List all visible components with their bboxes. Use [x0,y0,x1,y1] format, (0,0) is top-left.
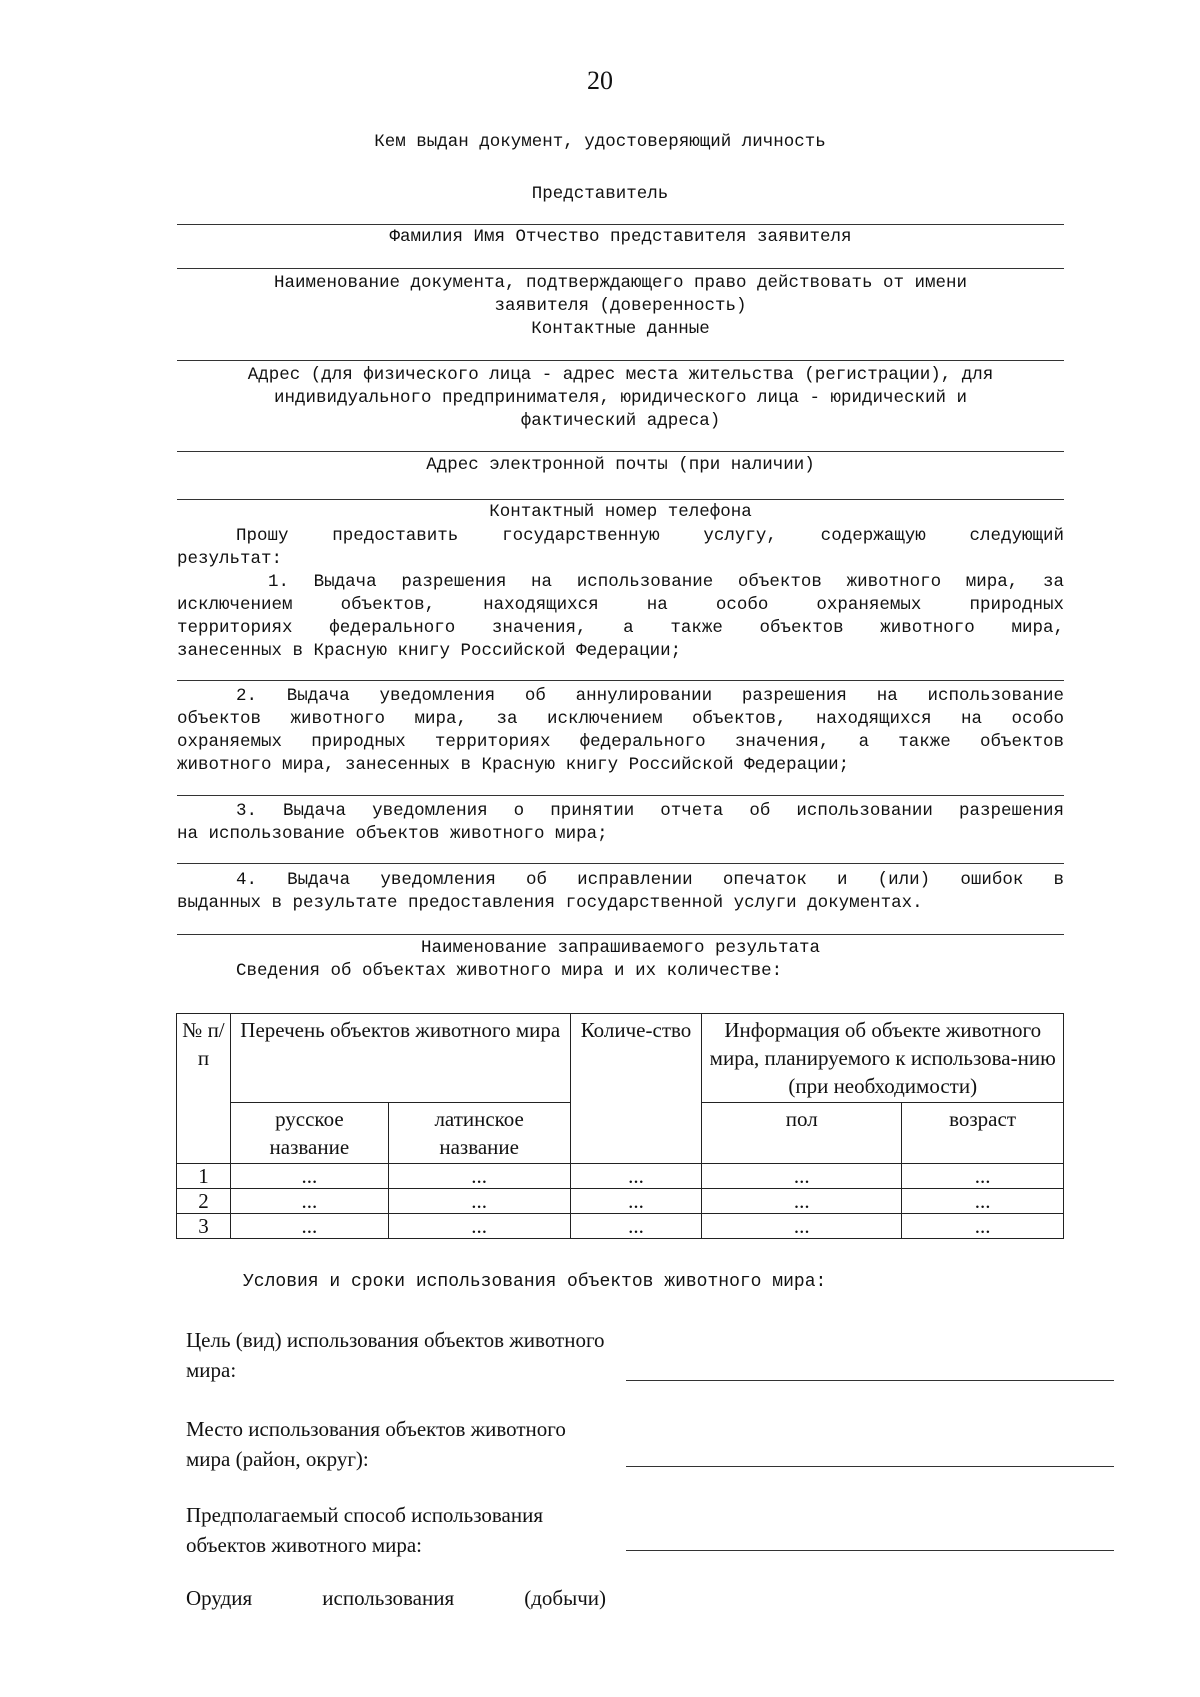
request-line-1: Прошу предоставить государственную услугу, содержащую следующий [236,526,1064,546]
table-row [177,1164,1064,1189]
item2-separator [177,795,1064,796]
col-list-header: Перечень объектов животного мира [230,1014,570,1103]
email-caption: Адрес электронной почты (при наличии) [426,455,815,475]
result-name-line[interactable] [177,934,1064,935]
item4-line-2: выданных в результате предоставления государственной услуги документах. [177,893,923,913]
animals-table [176,1013,1064,1239]
item1-line-3: территориях федерального значения, а также объектов животного мира, [177,618,1064,638]
item2-line-4: животного мира, занесенных в Красную книгу Российской Федерации; [177,755,850,775]
address-line-1: Адрес (для физического лица - адрес места жительства (регистрации), для [247,365,994,385]
contacts-heading: Контактные данные [531,319,710,339]
col-quantity-header: Количе-ство [570,1014,702,1164]
item1-line-1: 1. Выдача разрешения на использование объектов животного мира, за [268,572,1064,592]
request-line-2: результат: [177,549,283,569]
result-name-caption: Наименование запрашиваемого результата [420,938,821,958]
purpose-label: Цель (вид) использования объектов животного мира: [186,1328,605,1382]
address-line[interactable] [177,360,1064,361]
col-latin-name-header: латинское название [388,1103,570,1164]
russian-name-cell[interactable]: ... [230,1164,388,1189]
age-cell[interactable]: ... [902,1189,1064,1214]
item3-line-2: на использование объектов животного мира; [177,824,608,844]
latin-name-cell[interactable]: ... [388,1214,570,1239]
conditions-heading: Условия и сроки использования объектов животного мира: [243,1272,827,1292]
col-russian-name-header: русское название [230,1103,388,1164]
item3-separator [177,863,1064,864]
rep-doc-line[interactable] [177,268,1064,269]
item2-line-3: охраняемых природных территориях федерального значения, а также объектов [177,732,1064,752]
latin-name-cell[interactable]: ... [388,1164,570,1189]
item2-line-1: 2. Выдача уведомления об аннулировании разрешения на использование [236,686,1064,706]
place-field[interactable] [626,1466,1114,1467]
latin-name-cell[interactable]: ... [388,1189,570,1214]
method-label: Предполагаемый способ использования объектов животного мира: [186,1503,543,1557]
rep-name-caption: Фамилия Имя Отчество представителя заявителя [389,227,852,247]
russian-name-cell[interactable]: ... [230,1214,388,1239]
col-sex-header: пол [702,1103,902,1164]
quantity-cell[interactable]: ... [570,1214,702,1239]
page-number: 20 [587,66,613,95]
rep-name-line[interactable] [177,224,1064,225]
email-line[interactable] [177,451,1064,452]
col-info-header: Информация об объекте животного мира, планируемого к использова-нию (при необходимости) [702,1014,1064,1103]
sex-cell[interactable]: ... [702,1164,902,1189]
item1-line-4: занесенных в Красную книгу Российской Федерации; [177,641,682,661]
rep-doc-line-1: Наименование документа, подтверждающего право действовать от имени [273,273,968,293]
address-caption [177,364,1064,433]
item1-separator [177,680,1064,681]
age-cell[interactable]: ... [902,1164,1064,1189]
place-label: Место использования объектов животного мира (район, округ): [186,1417,566,1471]
col-number-header: № п/п [177,1014,231,1164]
tools-label: Орудия использования (добычи) [186,1586,606,1610]
russian-name-cell[interactable]: ... [230,1189,388,1214]
item1-line-2: исключением объектов, находящихся на особо охраняемых природных [177,595,1064,615]
quantity-cell[interactable]: ... [570,1189,702,1214]
sex-cell[interactable]: ... [702,1214,902,1239]
rep-doc-line-2: заявителя (доверенность) [494,296,747,316]
purpose-field[interactable] [626,1380,1114,1381]
representative-heading: Представитель [531,184,669,204]
col-age-header: возраст [902,1103,1064,1164]
table-row [177,1214,1064,1239]
address-line-2: индивидуального предпринимателя, юридического лица - юридический и [273,388,968,408]
method-field[interactable] [626,1550,1114,1551]
issued-by-caption: Кем выдан документ, удостоверяющий личность [374,132,826,152]
quantity-cell[interactable]: ... [570,1164,702,1189]
item2-line-2: объектов животного мира, за исключением объектов, находящихся на особо [177,709,1064,729]
row-number: 1 [177,1164,231,1189]
table-row [177,1189,1064,1214]
phone-line[interactable] [177,499,1064,500]
item4-line-1: 4. Выдача уведомления об исправлении опечаток и (или) ошибок в [236,870,1064,890]
age-cell[interactable]: ... [902,1214,1064,1239]
animals-info-heading: Сведения об объектах животного мира и их количестве: [236,961,783,981]
phone-caption: Контактный номер телефона [489,502,752,522]
item3-line-1: 3. Выдача уведомления о принятии отчета об использовании разрешения [236,801,1064,821]
row-number: 3 [177,1214,231,1239]
address-line-3: фактический адреса) [520,411,721,431]
row-number: 2 [177,1189,231,1214]
rep-doc-caption [177,272,1064,341]
sex-cell[interactable]: ... [702,1189,902,1214]
